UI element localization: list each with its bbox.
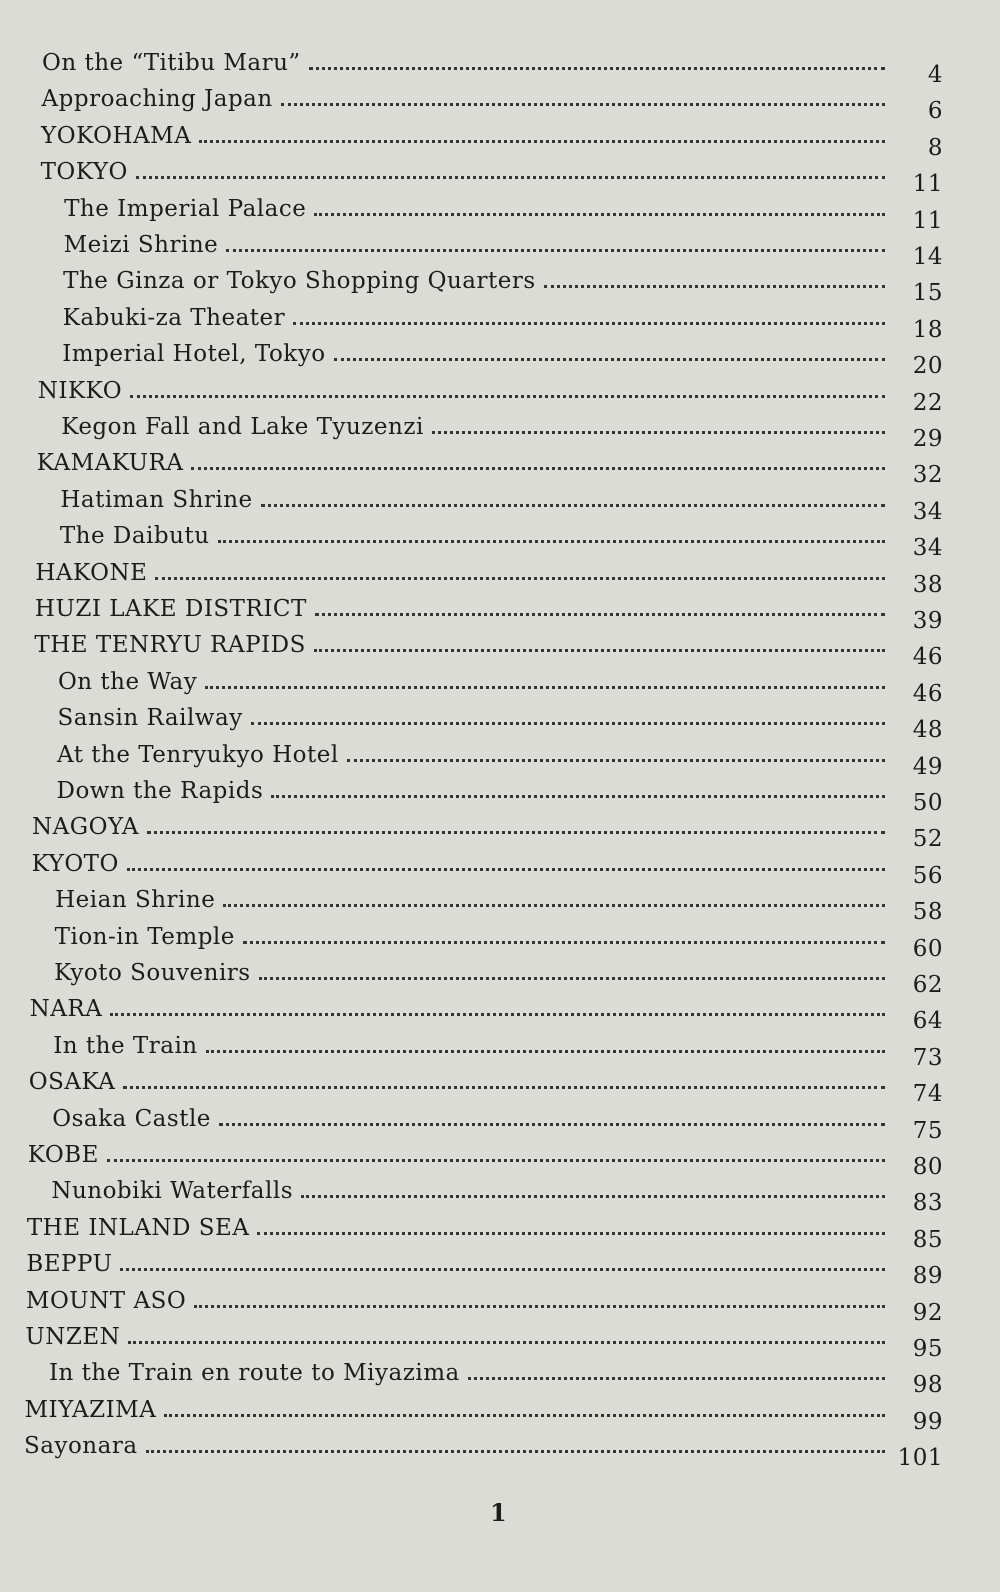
entry-page-number: 22 (912, 389, 943, 416)
toc-entry (24, 1427, 943, 1472)
entry-page-number: 14 (912, 244, 943, 270)
dot-leader (226, 249, 885, 252)
toc-entry (29, 990, 943, 1035)
entry-title: Imperial Hotel, Tokyo (62, 341, 326, 368)
dot-leader (293, 322, 885, 325)
entry-title: HAKONE (35, 559, 148, 586)
toc-entry (42, 44, 943, 88)
dot-leader (206, 1050, 885, 1053)
entry-page-number: 60 (912, 935, 943, 962)
entry-title: Tion-in Temple (54, 923, 235, 950)
entry-page-number: 49 (912, 753, 943, 780)
dot-leader (218, 540, 885, 543)
entry-title: Approaching Japan (41, 86, 273, 113)
dot-leader (468, 1377, 885, 1380)
toc-entry (54, 918, 943, 962)
dot-leader (309, 67, 885, 70)
toc-entry (60, 481, 943, 525)
toc-entry (27, 1136, 943, 1180)
entry-page-number: 92 (912, 1299, 943, 1326)
entry-page-number: 11 (912, 207, 943, 234)
entry-title: In the Train en route to Miyazima (48, 1360, 460, 1387)
page-number: 1 (490, 1498, 507, 1527)
entry-title: KOBE (27, 1142, 99, 1168)
entry-title: MOUNT ASO (25, 1287, 187, 1314)
toc-entry (36, 444, 943, 489)
dot-leader (261, 504, 885, 507)
entry-title: On the “Titibu Maru” (42, 50, 301, 76)
toc-entry (31, 845, 943, 889)
dot-leader (259, 977, 885, 980)
dot-leader (314, 213, 885, 216)
dot-leader (146, 1450, 885, 1453)
entry-title: KYOTO (31, 850, 119, 877)
dot-leader (281, 103, 885, 106)
dot-leader (301, 1195, 885, 1198)
toc-entry (41, 117, 943, 161)
entry-page-number: 38 (912, 571, 943, 598)
entry-title: MIYAZIMA (24, 1396, 157, 1423)
entry-page-number: 62 (912, 972, 943, 998)
entry-page-number: 73 (912, 1044, 943, 1071)
entry-page-number: 8 (927, 134, 943, 161)
entry-page-number: 98 (912, 1372, 943, 1399)
entry-page-number: 95 (912, 1336, 943, 1362)
entry-page-number: 6 (927, 98, 943, 125)
toc-entry (28, 1063, 943, 1108)
toc-entry (32, 808, 943, 853)
toc-entry (48, 1354, 943, 1399)
entry-page-number: 52 (912, 826, 943, 853)
entry-title: NAGOYA (32, 814, 140, 841)
dot-leader (243, 941, 885, 944)
toc-entry (26, 1245, 943, 1290)
dot-leader (257, 1232, 885, 1235)
entry-title: OSAKA (28, 1069, 116, 1096)
entry-page-number: 20 (912, 353, 943, 380)
entry-page-number: 75 (912, 1117, 943, 1144)
entry-page-number: 32 (912, 462, 943, 489)
toc-entry (63, 226, 943, 270)
toc-entry (25, 1282, 943, 1326)
entry-page-number: 50 (912, 790, 943, 816)
dot-leader (251, 722, 885, 725)
entry-title: The Imperial Palace (64, 195, 307, 222)
entry-title: On the Way (57, 668, 198, 695)
entry-title: At the Tenryukyo Hotel (57, 741, 339, 768)
entry-title: Kyoto Souvenirs (54, 960, 251, 986)
entry-page-number: 58 (912, 899, 943, 926)
entry-page-number: 85 (912, 1226, 943, 1253)
toc-entry (56, 772, 943, 816)
entry-title: In the Train (53, 1032, 198, 1059)
dot-leader (315, 613, 885, 616)
entry-page-number: 80 (912, 1154, 943, 1180)
dot-leader (334, 358, 885, 361)
dot-leader (127, 868, 885, 871)
entry-title: NARA (29, 996, 103, 1023)
entry-page-number: 46 (912, 644, 943, 671)
toc-entry (64, 190, 943, 234)
dot-leader (314, 649, 885, 652)
entry-page-number: 18 (912, 316, 943, 343)
entry-page-number: 74 (912, 1081, 943, 1108)
entry-page-number: 39 (912, 608, 943, 634)
entry-page-number: 34 (912, 498, 943, 525)
toc-entry (26, 1209, 943, 1253)
entry-title: Sayonara (24, 1433, 138, 1460)
entry-title: Sansin Railway (57, 705, 243, 732)
entry-page-number: 99 (912, 1408, 943, 1435)
entry-page-number: 89 (912, 1263, 943, 1290)
entry-title: Nunobiki Waterfalls (51, 1178, 294, 1205)
dot-leader (432, 431, 885, 434)
toc-entry (54, 954, 943, 998)
dot-leader (155, 577, 885, 580)
entry-title: YOKOHAMA (41, 122, 192, 149)
toc-entry (55, 881, 943, 926)
entry-title: UNZEN (25, 1324, 121, 1350)
toc-entry (57, 663, 943, 707)
dot-leader (191, 467, 885, 470)
entry-title: The Ginza or Tokyo Shopping Quarters (63, 268, 536, 295)
toc-entry (62, 335, 943, 380)
toc-entry (34, 626, 943, 671)
entry-page-number: 11 (912, 171, 943, 198)
dot-leader (347, 759, 885, 762)
entry-title: Heian Shrine (55, 887, 216, 914)
entry-title: Kegon Fall and Lake Tyuzenzi (61, 414, 424, 440)
entry-title: TOKYO (40, 159, 128, 186)
toc-entry (24, 1391, 943, 1435)
toc-entry (51, 1172, 943, 1217)
dot-leader (123, 1086, 885, 1089)
toc-entry (53, 1027, 943, 1071)
toc-entry (40, 153, 943, 198)
entry-title: Osaka Castle (52, 1105, 211, 1132)
entry-page-number: 48 (912, 717, 943, 744)
toc-entry (41, 80, 943, 125)
toc-entry (52, 1100, 943, 1144)
dot-leader (194, 1305, 885, 1308)
entry-title: THE TENRYU RAPIDS (34, 632, 306, 659)
entry-page-number: 15 (912, 280, 943, 307)
toc-entry (25, 1318, 943, 1362)
dot-leader (110, 1013, 885, 1016)
dot-leader (205, 686, 885, 689)
entry-title: Meizi Shrine (63, 232, 219, 258)
dot-leader (128, 1341, 885, 1344)
dot-leader (223, 904, 885, 907)
dot-leader (219, 1123, 885, 1126)
entry-page-number: 56 (912, 862, 943, 889)
entry-title: Down the Rapids (56, 778, 264, 804)
entry-page-number: 4 (927, 62, 943, 88)
dot-leader (147, 831, 885, 834)
dot-leader (199, 140, 885, 143)
toc-entry (61, 408, 943, 452)
dot-leader (107, 1159, 885, 1162)
entry-title: BEPPU (26, 1251, 113, 1278)
dot-leader (136, 176, 885, 179)
entry-title: Hatiman Shrine (60, 486, 253, 513)
entry-title: HUZI LAKE DISTRICT (34, 596, 307, 622)
entry-title: The Daibutu (59, 523, 210, 550)
toc-entry (57, 736, 943, 780)
toc-entry (34, 590, 943, 634)
entry-page-number: 101 (897, 1445, 943, 1472)
dot-leader (544, 285, 885, 288)
entry-page-number: 29 (912, 426, 943, 452)
entry-page-number: 46 (912, 680, 943, 707)
toc-entry (35, 554, 943, 598)
toc-entry (59, 517, 943, 562)
dot-leader (120, 1268, 885, 1271)
entry-page-number: 83 (912, 1190, 943, 1217)
entry-page-number: 64 (912, 1008, 943, 1035)
dot-leader (271, 795, 885, 798)
entry-title: NIKKO (37, 377, 123, 404)
entry-title: KAMAKURA (36, 450, 184, 477)
dot-leader (130, 395, 885, 398)
toc-entry (57, 699, 943, 744)
entry-page-number: 34 (912, 535, 943, 562)
entry-title: THE INLAND SEA (26, 1214, 250, 1241)
entry-title: Kabuki-za Theater (62, 304, 286, 331)
toc-entry (62, 299, 943, 343)
dot-leader (164, 1414, 885, 1417)
toc-entry (37, 372, 943, 416)
toc-entry (63, 262, 943, 307)
